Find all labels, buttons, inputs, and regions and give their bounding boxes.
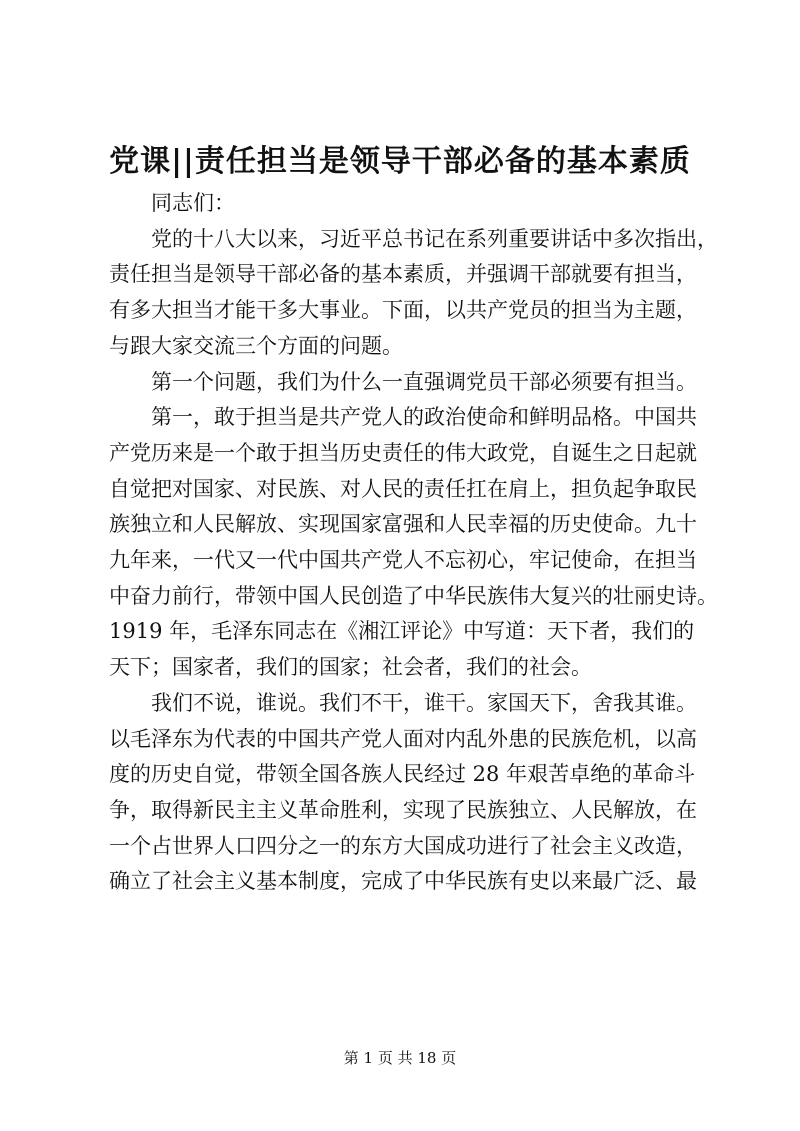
body-line: 我们不说，谁说。我们不干，谁干。家国天下，舍我其谁。 (109, 690, 697, 715)
body-line: 责任担当是领导干部必备的基本素质，并强调干部就要有担当， (109, 262, 697, 287)
body-line: 第一个问题，我们为什么一直强调党员干部必须要有担当。 (109, 369, 697, 394)
body-line: 自觉把对国家、对民族、对人民的责任扛在肩上，担负起争取民 (109, 476, 697, 501)
body-line: 族独立和人民解放、实现国家富强和人民幸福的历史使命。九十 (109, 512, 697, 537)
body-line: 争，取得新民主主义革命胜利，实现了民族独立、人民解放，在 (109, 797, 697, 822)
body-line: 同志们： (109, 191, 235, 215)
body-line: 1919 年，毛泽东同志在《湘江评论》中写道：天下者，我们的 (109, 619, 695, 644)
body-line: 产党历来是一个敢于担当历史责任的伟大政党，自诞生之日起就 (109, 440, 697, 465)
body-line: 党的十八大以来，习近平总书记在系列重要讲话中多次指出， (109, 226, 718, 251)
page-footer: 第 1 页 共 18 页 (343, 1049, 457, 1067)
body-line: 确立了社会主义基本制度，完成了中华民族有史以来最广泛、最 (109, 869, 697, 894)
body-line: 度的历史自觉，带领全国各族人民经过 28 年艰苦卓绝的革命斗 (109, 762, 696, 787)
body-line: 第一，敢于担当是共产党人的政治使命和鲜明品格。中国共 (109, 405, 697, 430)
body-line: 中奋力前行，带领中国人民创造了中华民族伟大复兴的壮丽史诗。 (109, 583, 718, 608)
document-title: 党课||责任担当是领导干部必备的基本素质 (109, 144, 691, 179)
body-line: 以毛泽东为代表的中国共产党人面对内乱外患的民族危机，以高 (109, 726, 697, 751)
document-body (109, 186, 721, 900)
body-line: 有多大担当才能干多大事业。下面，以共产党员的担当为主题， (109, 298, 697, 323)
body-line: 一个占世界人口四分之一的东方大国成功进行了社会主义改造， (109, 833, 697, 858)
body-line: 与跟大家交流三个方面的问题。 (109, 333, 403, 358)
body-line: 天下；国家者，我们的国家；社会者，我们的社会。 (109, 655, 592, 680)
body-line: 九年来，一代又一代中国共产党人不忘初心，牢记使命，在担当 (109, 548, 697, 573)
